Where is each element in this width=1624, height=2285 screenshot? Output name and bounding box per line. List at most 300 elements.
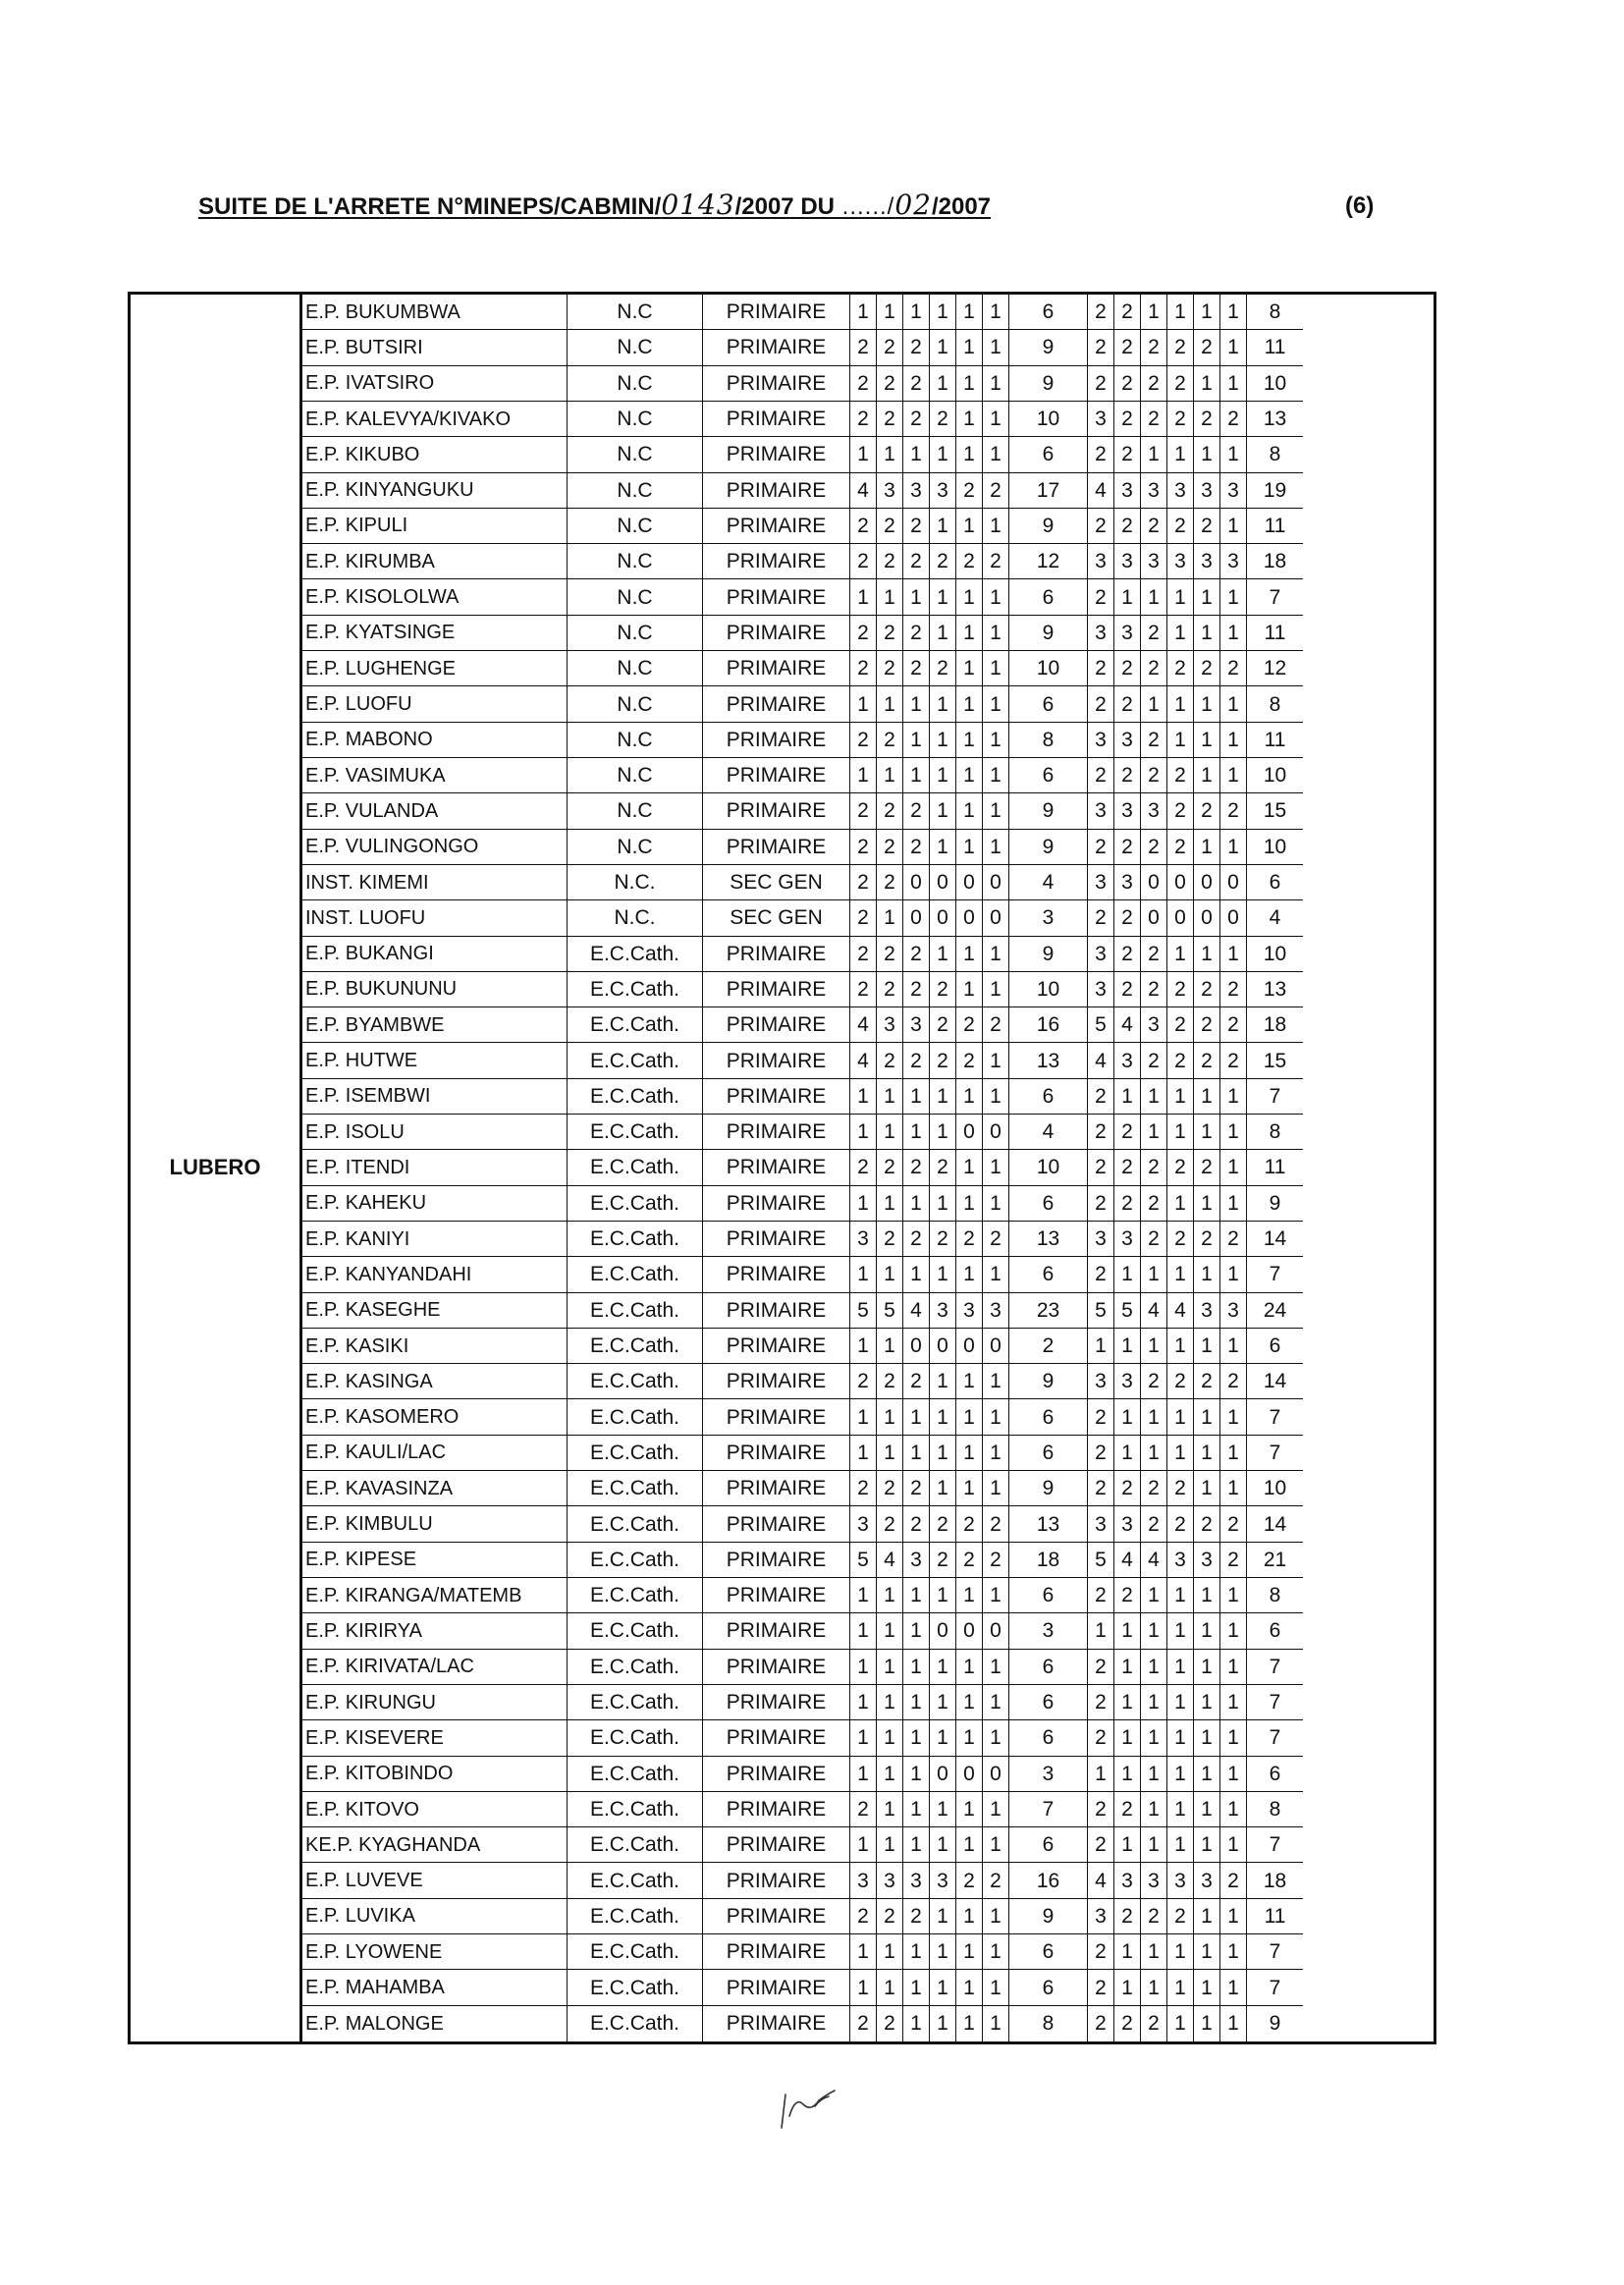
level-cell: PRIMAIRE — [703, 402, 850, 437]
count-cell: 2 — [850, 544, 877, 579]
level-cell: PRIMAIRE — [703, 1293, 850, 1329]
count-cell: 1 — [1114, 1720, 1141, 1756]
count-cell: 2 — [1114, 1150, 1141, 1185]
network-cell: E.C.Cath. — [568, 1150, 703, 1185]
count-cell: 3 — [1114, 723, 1141, 758]
count-cell: 2 — [1167, 1506, 1194, 1542]
count-cell: 2 — [930, 1007, 956, 1043]
count-cell: 1 — [1114, 1257, 1141, 1292]
count-cell: 1 — [877, 1970, 903, 2005]
count-cell: 3 — [1088, 1364, 1114, 1399]
arrete-number-handwritten: 0143 — [661, 189, 735, 221]
count-cell: 2 — [903, 1150, 930, 1185]
count-cell: 1 — [983, 437, 1009, 472]
count-cell: 2 — [1141, 830, 1167, 865]
count-cell: 1 — [877, 1720, 903, 1756]
count-cell: 3 — [1220, 1293, 1247, 1329]
school-name-cell: E.P. KASOMERO — [302, 1399, 568, 1435]
subtotal-cell: 6 — [1009, 1436, 1088, 1471]
subtotal-cell: 10 — [1009, 972, 1088, 1007]
count-cell: 2 — [1141, 509, 1167, 544]
subtotal-cell: 3 — [1009, 1757, 1088, 1792]
count-cell: 2 — [1114, 900, 1141, 936]
subtotal-cell: 9 — [1009, 937, 1088, 972]
school-name-cell: E.P. KIRUNGU — [302, 1685, 568, 1720]
network-cell: E.C.Cath. — [568, 1578, 703, 1613]
subtotal-cell: 6 — [1009, 1079, 1088, 1115]
subtotal-cell: 6 — [1009, 295, 1088, 330]
count-cell: 1 — [1167, 686, 1194, 722]
count-cell: 1 — [1194, 1757, 1220, 1792]
count-cell: 1 — [850, 1970, 877, 2005]
count-cell: 1 — [1141, 1685, 1167, 1720]
count-cell: 1 — [983, 723, 1009, 758]
subtotal-cell: 17 — [1009, 473, 1088, 509]
header-prefix: SUITE DE L'ARRETE N°MINEPS/CABMIN/ — [198, 193, 662, 220]
count-cell: 3 — [903, 473, 930, 509]
count-cell: 3 — [903, 1543, 930, 1578]
count-cell: 2 — [1220, 1506, 1247, 1542]
school-name-cell: E.P. KIRUMBA — [302, 544, 568, 579]
school-name-cell: E.P. KASEGHE — [302, 1293, 568, 1329]
count-cell: 1 — [1220, 1115, 1247, 1150]
count-cell: 4 — [1114, 1543, 1141, 1578]
count-cell: 3 — [1114, 793, 1141, 829]
count-cell: 1 — [930, 1827, 956, 1863]
count-cell: 1 — [877, 437, 903, 472]
count-cell: 2 — [1220, 1364, 1247, 1399]
count-cell: 2 — [1194, 972, 1220, 1007]
count-cell: 3 — [850, 1863, 877, 1898]
count-cell: 0 — [930, 1329, 956, 1364]
count-cell: 2 — [1194, 1506, 1220, 1542]
count-cell: 2 — [877, 1506, 903, 1542]
count-cell: 2 — [1141, 1186, 1167, 1222]
count-cell: 1 — [930, 1115, 956, 1150]
school-name-cell: E.P. IVATSIRO — [302, 366, 568, 402]
count-cell: 1 — [983, 1399, 1009, 1435]
level-cell: PRIMAIRE — [703, 1899, 850, 1934]
count-cell: 1 — [956, 1436, 983, 1471]
count-cell: 2 — [930, 402, 956, 437]
count-cell: 1 — [877, 1613, 903, 1649]
count-cell: 1 — [877, 1399, 903, 1435]
count-cell: 1 — [903, 437, 930, 472]
count-cell: 3 — [1088, 972, 1114, 1007]
count-cell: 1 — [1114, 1827, 1141, 1863]
count-cell: 2 — [877, 1222, 903, 1257]
count-cell: 2 — [850, 865, 877, 900]
count-cell: 1 — [1220, 1257, 1247, 1292]
count-cell: 0 — [1194, 900, 1220, 936]
count-cell: 1 — [930, 2006, 956, 2041]
total-cell: 9 — [1269, 2012, 1281, 2036]
count-cell: 4 — [1088, 1863, 1114, 1898]
subtotal-cell: 8 — [1009, 723, 1088, 758]
level-cell: PRIMAIRE — [703, 723, 850, 758]
network-cell: E.C.Cath. — [568, 1970, 703, 2005]
count-cell: 1 — [850, 1436, 877, 1471]
count-cell: 1 — [1220, 579, 1247, 615]
school-name-cell: E.P. KISEVERE — [302, 1720, 568, 1756]
count-cell: 1 — [983, 1720, 1009, 1756]
network-cell: E.C.Cath. — [568, 1043, 703, 1078]
count-cell: 1 — [1220, 937, 1247, 972]
count-cell: 3 — [877, 473, 903, 509]
school-name-cell: E.P. BUKANGI — [302, 937, 568, 972]
count-cell: 1 — [1141, 295, 1167, 330]
count-cell: 1 — [877, 758, 903, 793]
count-cell: 2 — [1141, 972, 1167, 1007]
count-cell: 2 — [1088, 1934, 1114, 1970]
count-cell: 1 — [983, 330, 1009, 365]
count-cell: 3 — [1088, 1222, 1114, 1257]
count-cell: 1 — [956, 1079, 983, 1115]
school-name-cell: E.P. MALONGE — [302, 2006, 568, 2041]
subtotal-cell: 16 — [1009, 1863, 1088, 1898]
count-cell: 2 — [1088, 1720, 1114, 1756]
count-cell: 1 — [930, 509, 956, 544]
count-cell: 1 — [1194, 1720, 1220, 1756]
count-cell: 2 — [1194, 651, 1220, 686]
school-name-cell: E.P. ISEMBWI — [302, 1079, 568, 1115]
subtotal-cell: 3 — [1009, 900, 1088, 936]
count-cell: 2 — [877, 330, 903, 365]
count-cell: 1 — [1220, 509, 1247, 544]
count-cell: 1 — [1167, 1399, 1194, 1435]
count-cell: 3 — [1114, 1364, 1141, 1399]
school-name-cell: E.P. KIRANGA/MATEMB — [302, 1578, 568, 1613]
count-cell: 1 — [1220, 758, 1247, 793]
count-cell: 1 — [850, 1578, 877, 1613]
count-cell: 2 — [877, 937, 903, 972]
count-cell: 2 — [903, 402, 930, 437]
count-cell: 2 — [1141, 723, 1167, 758]
count-cell: 0 — [930, 865, 956, 900]
school-name-cell: E.P. KIMBULU — [302, 1506, 568, 1542]
count-cell: 1 — [1194, 1115, 1220, 1150]
subtotal-cell: 9 — [1009, 616, 1088, 651]
count-cell: 1 — [1220, 1650, 1247, 1685]
network-cell: N.C — [568, 402, 703, 437]
count-cell: 1 — [903, 686, 930, 722]
network-cell: N.C — [568, 579, 703, 615]
count-cell: 1 — [1194, 1399, 1220, 1435]
network-cell: E.C.Cath. — [568, 1720, 703, 1756]
count-cell: 2 — [1220, 793, 1247, 829]
count-cell: 1 — [903, 1079, 930, 1115]
count-cell: 2 — [903, 937, 930, 972]
count-cell: 1 — [850, 686, 877, 722]
count-cell: 2 — [1114, 509, 1141, 544]
count-cell: 1 — [956, 972, 983, 1007]
count-cell: 3 — [903, 1007, 930, 1043]
count-cell: 1 — [877, 1329, 903, 1364]
count-cell: 2 — [1114, 1899, 1141, 1934]
count-cell: 1 — [1167, 1079, 1194, 1115]
count-cell: 2 — [1114, 651, 1141, 686]
total-cell: 18 — [1247, 1863, 1303, 1898]
total-cell: 10 — [1247, 1471, 1303, 1506]
network-cell: N.C — [568, 793, 703, 829]
count-cell: 3 — [1114, 1043, 1141, 1078]
subtotal-cell: 23 — [1009, 1293, 1088, 1329]
network-cell: N.C — [568, 330, 703, 365]
count-cell: 2 — [877, 723, 903, 758]
count-cell: 1 — [1114, 579, 1141, 615]
count-cell: 3 — [930, 1863, 956, 1898]
school-name-cell: E.P. ISOLU — [302, 1115, 568, 1150]
count-cell: 4 — [1141, 1543, 1167, 1578]
count-cell: 3 — [1114, 865, 1141, 900]
count-cell: 2 — [850, 1150, 877, 1185]
count-cell: 2 — [1114, 2006, 1141, 2041]
network-cell: E.C.Cath. — [568, 1792, 703, 1827]
count-cell: 2 — [930, 972, 956, 1007]
count-cell: 1 — [930, 793, 956, 829]
level-cell: PRIMAIRE — [703, 1043, 850, 1078]
count-cell: 3 — [1220, 544, 1247, 579]
subtotal-cell: 12 — [1009, 544, 1088, 579]
count-cell: 1 — [1141, 1650, 1167, 1685]
count-cell: 0 — [983, 865, 1009, 900]
count-cell: 1 — [1167, 2006, 1194, 2041]
count-cell: 1 — [930, 1685, 956, 1720]
level-cell: PRIMAIRE — [703, 473, 850, 509]
count-cell: 1 — [983, 1827, 1009, 1863]
count-cell: 1 — [956, 1150, 983, 1185]
count-cell: 1 — [1167, 1329, 1194, 1364]
count-cell: 0 — [930, 1613, 956, 1649]
count-cell: 1 — [930, 295, 956, 330]
network-cell: E.C.Cath. — [568, 1899, 703, 1934]
count-cell: 1 — [1167, 1757, 1194, 1792]
count-cell: 2 — [877, 793, 903, 829]
total-cell: 8 — [1247, 1792, 1303, 1827]
count-cell: 1 — [983, 1970, 1009, 2005]
count-cell: 0 — [1220, 900, 1247, 936]
network-cell: N.C — [568, 437, 703, 472]
subtotal-cell: 6 — [1009, 1970, 1088, 2005]
count-cell: 1 — [956, 1685, 983, 1720]
count-cell: 2 — [1088, 1650, 1114, 1685]
count-cell: 1 — [983, 1792, 1009, 1827]
count-cell: 2 — [1141, 402, 1167, 437]
count-cell: 1 — [983, 1079, 1009, 1115]
count-cell: 2 — [1141, 1150, 1167, 1185]
total-cell: 12 — [1247, 651, 1303, 686]
count-cell: 2 — [983, 473, 1009, 509]
count-cell: 1 — [930, 437, 956, 472]
count-cell: 2 — [903, 793, 930, 829]
total-cell: 7 — [1247, 1934, 1303, 1970]
count-cell: 1 — [930, 1079, 956, 1115]
count-cell: 2 — [850, 1364, 877, 1399]
count-cell: 1 — [1167, 1685, 1194, 1720]
count-cell: 1 — [850, 758, 877, 793]
network-cell: N.C — [568, 686, 703, 722]
count-cell: 0 — [956, 1613, 983, 1649]
level-cell: PRIMAIRE — [703, 1543, 850, 1578]
level-cell: PRIMAIRE — [703, 1399, 850, 1435]
level-cell: PRIMAIRE — [703, 2006, 850, 2041]
count-cell: 1 — [1220, 830, 1247, 865]
count-cell: 1 — [1167, 1792, 1194, 1827]
count-cell: 2 — [877, 544, 903, 579]
count-cell: 2 — [1220, 1543, 1247, 1578]
school-name-cell: E.P. ITENDI — [302, 1150, 568, 1185]
count-cell: 1 — [850, 295, 877, 330]
count-cell: 2 — [877, 1471, 903, 1506]
count-cell: 2 — [1220, 651, 1247, 686]
level-cell: PRIMAIRE — [703, 1079, 850, 1115]
subtotal-cell: 13 — [1009, 1506, 1088, 1542]
network-cell: E.C.Cath. — [568, 1543, 703, 1578]
total-cell: 7 — [1247, 579, 1303, 615]
count-cell: 3 — [1141, 1007, 1167, 1043]
count-cell: 1 — [1194, 1685, 1220, 1720]
page-number: (6) — [1345, 192, 1375, 219]
level-cell: PRIMAIRE — [703, 1970, 850, 2005]
count-cell: 3 — [983, 1293, 1009, 1329]
count-cell: 1 — [956, 295, 983, 330]
count-cell: 1 — [956, 579, 983, 615]
count-cell: 2 — [1194, 1364, 1220, 1399]
count-cell: 3 — [1088, 616, 1114, 651]
school-name-cell: E.P. LUVEVE — [302, 1863, 568, 1898]
school-name-cell: E.P. VULINGONGO — [302, 830, 568, 865]
count-cell: 1 — [1194, 1257, 1220, 1292]
count-cell: 2 — [1088, 1578, 1114, 1613]
count-cell: 2 — [1114, 1792, 1141, 1827]
count-cell: 1 — [903, 579, 930, 615]
count-cell: 1 — [1194, 295, 1220, 330]
count-cell: 1 — [956, 651, 983, 686]
network-cell: N.C. — [568, 900, 703, 936]
count-cell: 1 — [850, 1399, 877, 1435]
level-cell: PRIMAIRE — [703, 1720, 850, 1756]
count-cell: 4 — [877, 1543, 903, 1578]
school-name-cell: E.P. MABONO — [302, 723, 568, 758]
count-cell: 1 — [1220, 437, 1247, 472]
network-cell: E.C.Cath. — [568, 1757, 703, 1792]
network-cell: N.C — [568, 651, 703, 686]
count-cell: 2 — [1167, 651, 1194, 686]
total-cell: 10 — [1247, 366, 1303, 402]
count-cell: 2 — [877, 616, 903, 651]
count-cell: 2 — [1114, 1115, 1141, 1150]
count-cell: 5 — [850, 1543, 877, 1578]
school-name-cell: E.P. MAHAMBA — [302, 1970, 568, 2005]
subtotal-cell: 10 — [1009, 651, 1088, 686]
count-cell: 0 — [930, 1757, 956, 1792]
count-cell: 1 — [956, 686, 983, 722]
count-cell: 3 — [1114, 1222, 1141, 1257]
count-cell: 2 — [1194, 330, 1220, 365]
count-cell: 1 — [1220, 1578, 1247, 1613]
count-cell: 2 — [930, 544, 956, 579]
count-cell: 1 — [877, 1079, 903, 1115]
count-cell: 1 — [1114, 1399, 1141, 1435]
count-cell: 1 — [930, 1399, 956, 1435]
count-cell: 1 — [1088, 1613, 1114, 1649]
count-cell: 2 — [1194, 793, 1220, 829]
count-cell: 1 — [956, 1827, 983, 1863]
count-cell: 1 — [903, 1186, 930, 1222]
count-cell: 1 — [983, 1471, 1009, 1506]
school-name-cell: E.P. KAHEKU — [302, 1186, 568, 1222]
count-cell: 1 — [1167, 1970, 1194, 2005]
count-cell: 1 — [930, 1471, 956, 1506]
count-cell: 1 — [903, 1650, 930, 1685]
count-cell: 1 — [983, 616, 1009, 651]
count-cell: 2 — [930, 1150, 956, 1185]
count-cell: 2 — [1141, 651, 1167, 686]
count-cell: 1 — [1194, 1186, 1220, 1222]
count-cell: 1 — [1114, 1613, 1141, 1649]
count-cell: 3 — [1141, 544, 1167, 579]
count-cell: 2 — [877, 830, 903, 865]
count-cell: 2 — [850, 366, 877, 402]
count-cell: 2 — [850, 616, 877, 651]
count-cell: 1 — [1141, 1079, 1167, 1115]
count-cell: 1 — [1220, 1399, 1247, 1435]
count-cell: 3 — [1114, 473, 1141, 509]
network-cell: N.C — [568, 473, 703, 509]
count-cell: 1 — [956, 793, 983, 829]
count-cell: 1 — [1194, 758, 1220, 793]
count-cell: 1 — [1194, 1934, 1220, 1970]
count-cell: 1 — [956, 1399, 983, 1435]
count-cell: 3 — [1167, 544, 1194, 579]
count-cell: 2 — [1167, 1471, 1194, 1506]
count-cell: 2 — [850, 1792, 877, 1827]
count-cell: 2 — [1141, 1506, 1167, 1542]
count-cell: 1 — [1194, 579, 1220, 615]
subtotal-cell: 9 — [1009, 509, 1088, 544]
level-cell: PRIMAIRE — [703, 937, 850, 972]
count-cell: 2 — [930, 1506, 956, 1542]
count-cell: 1 — [1141, 437, 1167, 472]
count-cell: 1 — [930, 1650, 956, 1685]
count-cell: 1 — [983, 758, 1009, 793]
count-cell: 1 — [956, 1364, 983, 1399]
school-name-cell: E.P. KIRIRYA — [302, 1613, 568, 1649]
count-cell: 2 — [877, 2006, 903, 2041]
count-cell: 2 — [1167, 1007, 1194, 1043]
count-cell: 3 — [956, 1293, 983, 1329]
count-cell: 1 — [1194, 366, 1220, 402]
count-cell: 1 — [1167, 1257, 1194, 1292]
network-cell: E.C.Cath. — [568, 1257, 703, 1292]
subtotal-cell: 6 — [1009, 1257, 1088, 1292]
subtotal-cell: 6 — [1009, 1186, 1088, 1222]
level-cell: PRIMAIRE — [703, 1436, 850, 1471]
subtotal-cell: 9 — [1009, 793, 1088, 829]
count-cell: 1 — [850, 1257, 877, 1292]
count-cell: 2 — [1167, 1150, 1194, 1185]
count-cell: 1 — [850, 1827, 877, 1863]
level-cell: PRIMAIRE — [703, 1934, 850, 1970]
count-cell: 2 — [850, 830, 877, 865]
date-day-blank: ....../ — [834, 193, 895, 220]
total-cell: 24 — [1247, 1293, 1303, 1329]
subtotal-cell: 9 — [1009, 330, 1088, 365]
count-cell: 1 — [1141, 1613, 1167, 1649]
total-cell: 11 — [1247, 723, 1303, 758]
count-cell: 2 — [903, 1364, 930, 1399]
total-cell: 8 — [1247, 1115, 1303, 1150]
